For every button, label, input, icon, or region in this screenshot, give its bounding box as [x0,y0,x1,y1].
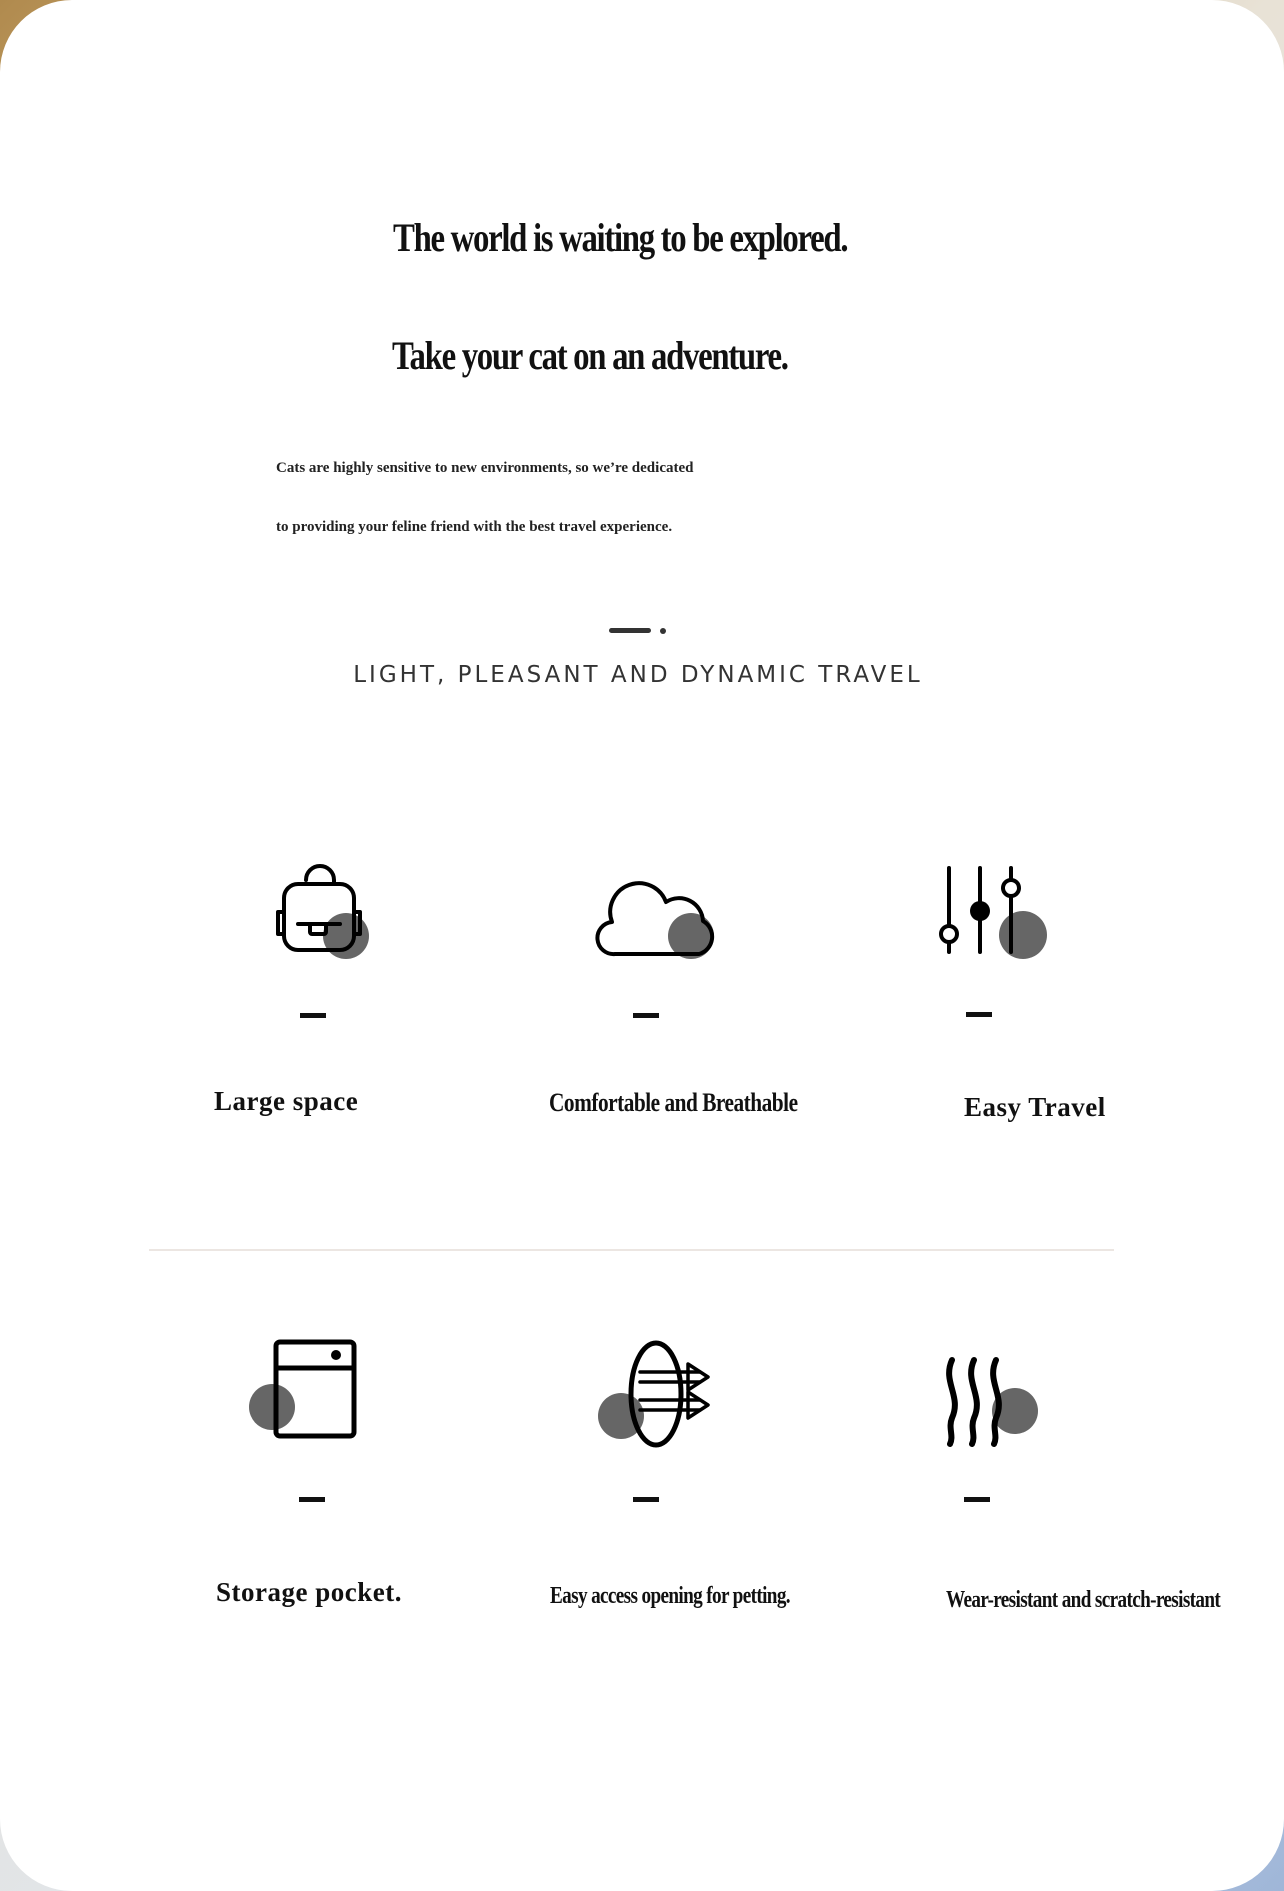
row-separator [149,1249,1114,1251]
ring-arrows-icon [592,1336,722,1456]
headline-line-2: Take your cat on an adventure. [392,333,788,378]
backpack-icon [262,862,382,972]
feature-label-comfortable: Comfortable and Breathable [549,1088,798,1117]
feature-label-large-space: Large space [214,1086,359,1116]
feature-label-storage-pocket: Storage pocket. [216,1577,402,1607]
description-line-1: Cats are highly sensitive to new environments, so we’re dedicated [276,460,694,476]
description-line-2: to providing your feline friend with the best travel experience. [276,519,673,535]
feature-dash [299,1497,325,1502]
sliders-icon [933,862,1063,972]
headline-line-1: The world is waiting to be explored. [393,215,848,260]
feature-label-easy-travel: Easy Travel [964,1092,1106,1122]
scratch-waves-icon [940,1356,1050,1456]
feature-dash [633,1497,659,1502]
section-subtitle-text: LIGHT, PLEASANT AND DYNAMIC TRAVEL [353,662,923,688]
feature-label-easy-access: Easy access opening for petting. [550,1583,790,1609]
feature-dash [964,1497,990,1502]
feature-dash [633,1013,659,1018]
storage-box-icon [246,1338,366,1448]
section-divider-dash [609,628,651,633]
section-divider-dot [660,628,666,634]
feature-label-wear-resistant: Wear-resistant and scratch-resistant [946,1587,1221,1613]
section-subtitle [0,662,1284,688]
feature-dash [966,1012,992,1017]
cloud-icon [593,860,723,970]
feature-dash [300,1013,326,1018]
